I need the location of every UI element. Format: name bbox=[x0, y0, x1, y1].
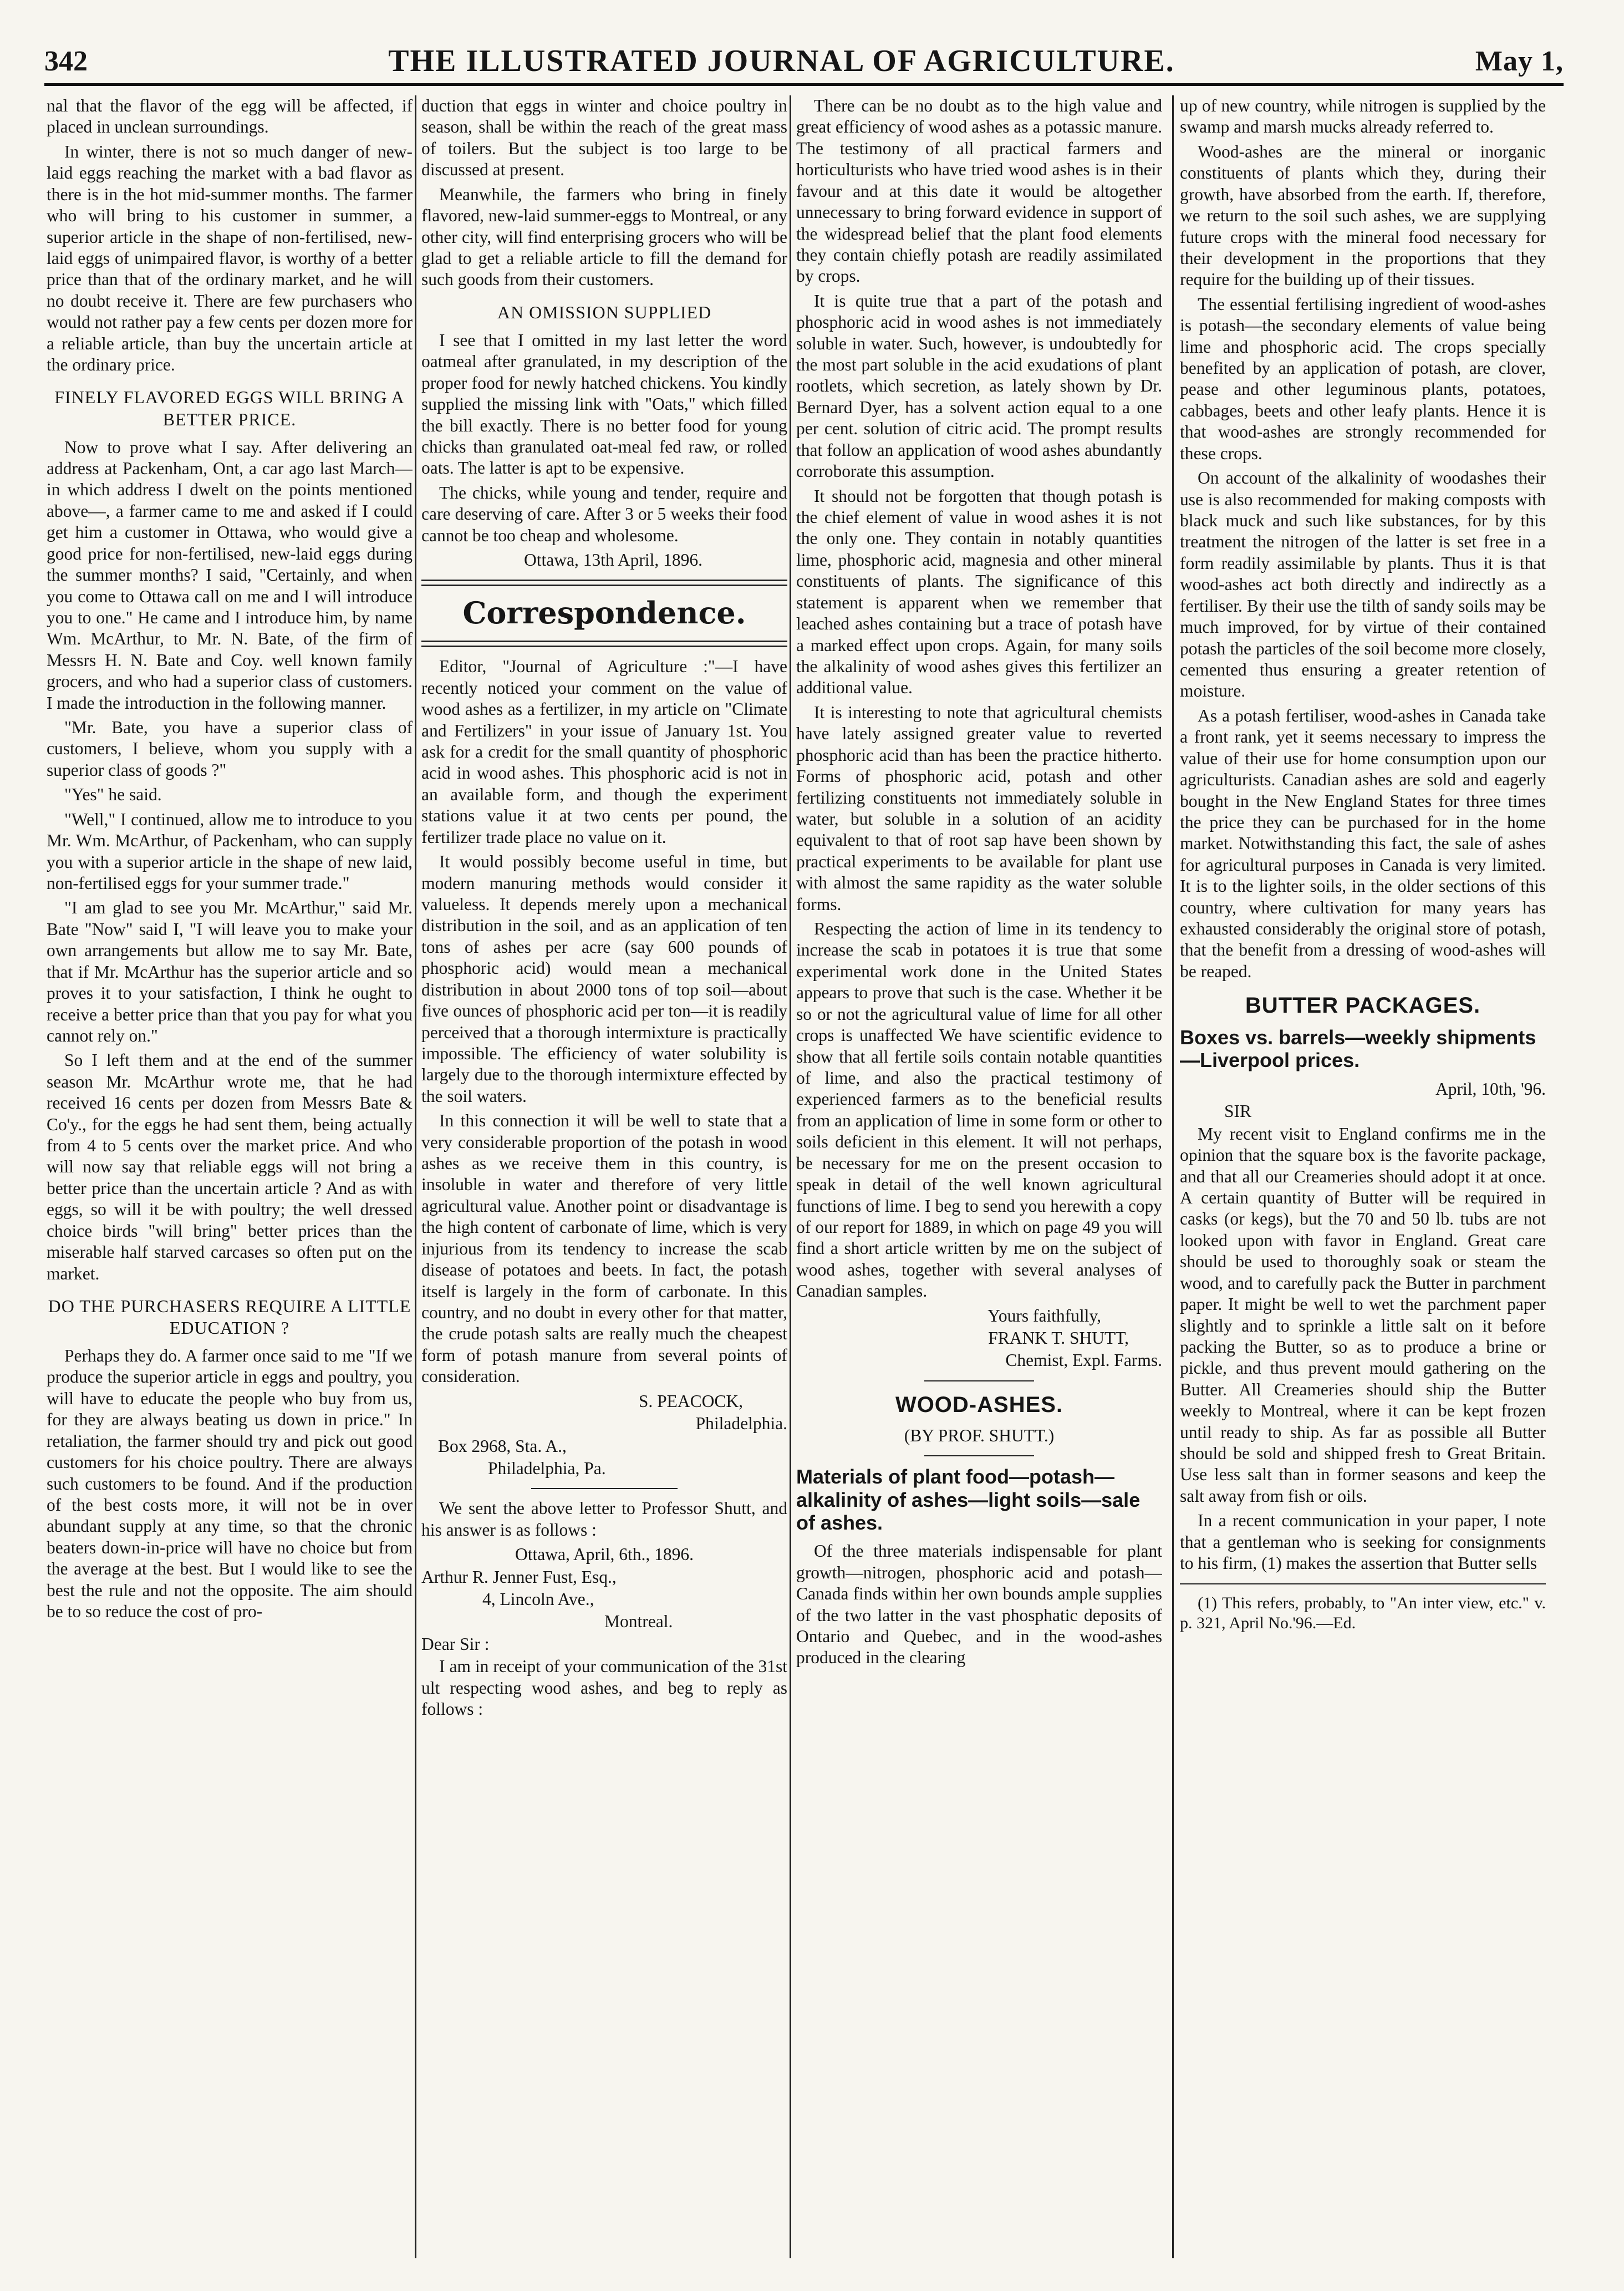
recipient-line: Montreal. bbox=[604, 1612, 673, 1632]
recipient-line: 4, Lincoln Ave., bbox=[482, 1589, 594, 1609]
paragraph: Meanwhile, the farmers who bring in finely flavored, new-laid summer-eggs to Montreal, or any other city, will find enterprising grocers who will be glad to get a reliable article to fill the demand for such goods from their customers. bbox=[421, 184, 787, 289]
paragraph: As a potash fertiliser, wood-ashes in Canada take a front rank, yet it seems necessary to impress the value of their use for home consumption upon our agriculturists. Canadian ashes are sold and eagerly bought in the New England States for three times the price they can be purchased for in the home market. Notwithstanding this fact, the sale of ashes for agricultural purposes in Canada is very limited. It is to the lighter soils, in the older sections of this country, where cultivation for many years has exhausted considerably the original store of potash, that the benefit from a dressing of wood-ashes will be reaped. bbox=[1180, 705, 1546, 981]
column-3 bbox=[796, 95, 1162, 2258]
salutation: SIR bbox=[1224, 1101, 1252, 1121]
double-rule bbox=[421, 641, 787, 647]
paragraph: nal that the flavor of the egg will be affected, if placed in unclean surroundings. bbox=[47, 96, 413, 137]
section-heading: DO THE PURCHASERS REQUIRE A LITTLE EDUCATION ? bbox=[48, 1296, 411, 1338]
column-rule bbox=[415, 95, 416, 2258]
paragraph: Wood-ashes are the mineral or inorganic constituents of plants which they, during their growth, have absorbed from the earth. If, therefore, we return to the soil such ashes, we are supplying future crops with the mineral food necessary for their development in the proportions that they require for the building up of their tissues. bbox=[1180, 141, 1546, 289]
column-rule bbox=[1172, 95, 1174, 2258]
paragraph: "I am glad to see you Mr. McArthur," said Mr. Bate "Now" said I, "I will leave you to make your own arrangements but allow me to say Mr. Bate, that if Mr. McArthur has the superior article and so proves it to your satisfaction, I think he ought to receive a better price than that you pay for what you cannot rely on." bbox=[47, 898, 413, 1045]
column-2 bbox=[421, 95, 787, 2258]
paragraph: Editor, "Journal of Agriculture :"—I have recently noticed your comment on the value of wood ashes as a fertilizer, in my article on "Climate and Fertilizers" in your issue of January 1st. You ask for a credit for the small quantity of phosphoric acid in wood ashes. This phosphoric acid is not in an available form, and though the experiment stations value it at two cents per pound, the fertilizer trade place no value on it. bbox=[421, 657, 787, 847]
byline: (BY PROF. SHUTT.) bbox=[904, 1425, 1055, 1445]
paragraph: "Mr. Bate, you have a superior class of customers, I believe, whom you supply with a superior class of goods ?" bbox=[47, 718, 413, 780]
page-number: 342 bbox=[44, 45, 88, 77]
address-line: Box 2968, Sta. A., bbox=[438, 1436, 567, 1456]
paragraph: The essential fertilising ingredient of wood-ashes is potash—the secondary elements of value being lime and phosphoric acid. The crops specially benefited by an application of potash, are clover, pease and other leguminous plants, potatoes, cabbages, beets and other leafy plants. Hence it is that wood-ashes are strongly recommended for these crops. bbox=[1180, 294, 1546, 463]
paragraph: "Well," I continued, allow me to introduce to you Mr. Wm. McArthur, of Packenham, who can supply you with a superior article in the shape of new laid, non-fertilised eggs for your summer trade." bbox=[47, 809, 413, 893]
closing-line: Yours faithfully, bbox=[987, 1305, 1101, 1325]
signature-name: S. PEACOCK, bbox=[638, 1391, 743, 1411]
paragraph: Of the three materials indispensable for plant growth—nitrogen, phosphoric acid and potash—Canada finds within her own bounds ample supplies of the two latter in the vast phosphatic deposits of Ontario and Quebec, and in the wood-ashes produced in the clearing bbox=[796, 1541, 1162, 1668]
separator-rule bbox=[924, 1455, 1034, 1456]
paragraph: I am in receipt of your communication of the 31st ult respecting wood ashes, and beg to reply as follows : bbox=[421, 1657, 787, 1719]
paragraph: I see that I omitted in my last letter the word oatmeal after granulated, in my description of the proper food for newly hatched chickens. You kindly supplied the missing link with "Oats," which filled the bill exactly. There is no better food for young chicks than granulated oat-meal fed raw, or rolled oats. The latter is apt to be expensive. bbox=[421, 330, 787, 478]
paragraph: It is interesting to note that agricultural chemists have lately assigned greater value to reverted phosphoric acid than has been the practice hitherto. Forms of phosphoric acid, potash and other fertilizing constituents not immediately soluble in water, but soluble in a solution of an acidity equivalent to that of root sap have been shown by practical experiments to be available for plant use with almost the same rapidity as the water soluble forms. bbox=[796, 702, 1162, 914]
paragraph: It is quite true that a part of the potash and phosphoric acid in wood ashes is not immediately soluble in water. Such, however, is undoubtedly for the most part soluble in the acid exudations of plant rootlets, which secretion, as lately shown by Dr. Bernard Dyer, has a solvent action equal to a one per cent. solution of citric acid. The prompt results that follow an application of wood ashes abundantly corroborate this assumption. bbox=[796, 291, 1162, 481]
footnote: (1) This refers, probably, to "An inter view, etc." v. p. 321, April No.'96.—Ed. bbox=[1180, 1593, 1546, 1633]
dateline: April, 10th, '96. bbox=[1435, 1079, 1546, 1099]
signature-place: Philadelphia. bbox=[695, 1414, 787, 1434]
salutation: Dear Sir : bbox=[421, 1634, 490, 1654]
double-rule bbox=[421, 580, 787, 586]
paragraph: We sent the above letter to Professor Shutt, and his answer is as follows : bbox=[421, 1498, 787, 1540]
recipient-line: Arthur R. Jenner Fust, Esq., bbox=[421, 1567, 617, 1587]
column-4 bbox=[1180, 95, 1546, 2258]
article-heading: WOOD-ASHES. bbox=[895, 1392, 1063, 1417]
issue-date: May 1, bbox=[1475, 45, 1564, 77]
article-heading: BUTTER PACKAGES. bbox=[1245, 993, 1481, 1018]
paragraph: In a recent communication in your paper, I note that a gentleman who is seeking for consignments to his firm, (1) makes the assertion that Butter sells bbox=[1180, 1511, 1546, 1573]
article-subheading: Materials of plant food—potash—alkalinity of ashes—light soils—sale of ashes. bbox=[796, 1465, 1141, 1534]
article-subheading: Boxes vs. barrels—weekly shipments—Liverpool prices. bbox=[1180, 1026, 1536, 1072]
closing-title: Chemist, Expl. Farms. bbox=[1005, 1350, 1162, 1370]
paragraph: Perhaps they do. A farmer once said to me "If we produce the superior article in eggs and poultry, you will have to educate the people who buy from us, for they are always beating us down in price." In retaliation, the farmer should try and pick out good customers for his choice poultry. There are always such customers to be found. And if the production of the best costs more, it will not be in over abundant supply at any time, so that the chronic beaters down-in-price will have no choice but from the average at the best. But I would like to see the best the rule and not the opposite. The aim should be to so reduce the cost of pro- bbox=[47, 1346, 413, 1622]
separator-rule bbox=[531, 1488, 678, 1489]
paragraph: "Yes" he said. bbox=[64, 785, 162, 805]
separator-rule bbox=[924, 1380, 1034, 1381]
closing-name: FRANK T. SHUTT, bbox=[988, 1328, 1129, 1348]
dateline: Ottawa, April, 6th., 1896. bbox=[515, 1545, 694, 1564]
paragraph: So I left them and at the end of the summer season Mr. McArthur wrote me, that he had received 16 cents per dozen from Messrs Bate & Co'y., for the eggs he had sent them, being actually from 4 to 5 cents over the market price. And who will now say that reliable eggs will not bring a better price than the uncertain article ? And as with eggs, so will it be with poultry; the well dressed choice birds "will bring" better prices than the miserable half starved carcases so often put on the market. bbox=[47, 1050, 413, 1283]
dateline: Ottawa, 13th April, 1896. bbox=[524, 550, 702, 570]
paragraph: My recent visit to England confirms me in the opinion that the square box is the favorite package, and that all our Creameries should adopt it at once. A certain quantity of Butter will be required in casks (or kegs), but the 70 and 50 lb. tubs are not looked upon with favor in England. Great care should be used to thoroughly soak or steam the wood, and to carefully pack the Butter in parchment paper. It might be well to wet the parchment paper slightly and to sprinkle a little salt on it before packing the Butter, so as to produce a brine or pickle, and thus prevent mould gathering on the Butter. All Creameries should ship the Butter weekly to Montreal, where it can be kept frozen until ready to ship. As far as possible all Butter should be sold and shipped fresh to Great Britain. Use less salt than in former seasons and keep the salt away from fish or oils. bbox=[1180, 1124, 1546, 1506]
footnote-rule bbox=[1180, 1583, 1546, 1584]
paragraph: It would possibly become useful in time, but modern manuring methods would consider it valueless. It depends merely upon a mechanical distribution in the soil, and as an application of ten tons of ashes per acre (say 600 pounds of phosphoric acid) would mean a mechanical distribution in about 2000 tons of top soil—about five ounces of phosphoric acid per ton—it is readily perceived that a thorough intermixture is practically impossible. The efficiency of water solubility is largely due to the thorough intermixture effected by the soil waters. bbox=[421, 852, 787, 1106]
correspondence-heading: Correspondence. bbox=[462, 595, 746, 631]
journal-title: THE ILLUSTRATED JOURNAL OF AGRICULTURE. bbox=[388, 44, 1175, 78]
paragraph: It should not be forgotten that though potash is the chief element of value in wood ashes it is not the only one. They contain in notably quantities lime, phosphoric acid, magnesia and other mineral constituents of plants. The significance of this statement is apparent when we remember that leached ashes containing but a trace of potash have a marked effect upon crops. Again, for many soils the alkalinity of wood ashes gives this fertilizer an additional value. bbox=[796, 486, 1162, 698]
paragraph: Respecting the action of lime in its tendency to increase the scab in potatoes it is true that some experimental work done in the United States appears to prove that such is the case. Whether it be so or not the agricultural value of lime for all other crops is unaffected We have scientific evidence to show that all fertile soils contain notable quantities of lime, and also the practical testimony of experienced farmers as to the beneficial results from an application of lime in some form or other to soils deficient in this element. It will not perhaps, be necessary for me on the present occasion to speak in detail of the well known agricultural functions of lime. I beg to send you herewith a copy of our report for 1889, in which on page 49 you will find a short article written by me on the subject of wood ashes, together with several analyses of Canadian samples. bbox=[796, 919, 1162, 1301]
page-header bbox=[44, 39, 1564, 86]
address-line: Philadelphia, Pa. bbox=[488, 1458, 606, 1478]
section-heading: AN OMISSION SUPPLIED bbox=[497, 302, 712, 322]
paragraph: There can be no doubt as to the high value and great efficiency of wood ashes as a potassic manure. The testimony of all practical farmers and horticulturists who have tried wood ashes is in their favour and at this date it would be altogether unnecessary to bring forward evidence in support of the widespread belief that the plant food elements they contain chiefly potash are readily assimilated by crops. bbox=[796, 96, 1162, 286]
paragraph: up of new country, while nitrogen is supplied by the swamp and marsh mucks already referred to. bbox=[1180, 96, 1546, 137]
paragraph: On account of the alkalinity of woodashes their use is also recommended for making composts with black muck and such like substances, for by this treatment the nitrogen of the latter is set free in a form readily assimilable by plants. Thus it is that wood-ashes act both directly and indirectly as a fertiliser. By their use the tilth of sandy soils may be much improved, for by virtue of their contained potash the particles of the soil become more closely, cemented thus ensuring a greater retention of moisture. bbox=[1180, 468, 1546, 701]
paragraph: duction that eggs in winter and choice poultry in season, shall be within the reach of the great mass of toilers. But the subject is too large to be discussed at present. bbox=[421, 96, 787, 180]
paragraph: In this connection it will be well to state that a very considerable proportion of the potash in wood ashes as we receive them in this country, is insoluble in water and therefore of very little agricultural value. Another point or disadvantage is the high content of carbonate of lime, which is very injurious from its tendency to increase the scab disease of potatoes and beets. In fact, the potash itself is largely in the form of carbonate. In this country, and no doubt in every other for that matter, the crude potash salts are really much the cheapest form of potash manure from several points of consideration. bbox=[421, 1111, 787, 1386]
paragraph: Now to prove what I say. After delivering an address at Packenham, Ont, a car ago last March—in which address I dwelt on the points mentioned above—, a farmer came to me and asked if I could get him a customer in Ottawa, who would give a good price for non-fertilised, new-laid eggs during the summer months? I said, "Certainly, and when you come to Ottawa call on me and I will introduce you to one." He came and I introduce him, by name Wm. McArthur, to Mr. N. Bate, of the firm of Messrs H. N. Bate and Coy. well known family grocers, and who had a superior class of customers. I made the introduction in the following manner. bbox=[47, 437, 413, 713]
paragraph: In winter, there is not so much danger of new-laid eggs reaching the market with a bad flavor as there is in the hot mid-summer months. The farmer who will bring to his customer in summer, a superior article in the shape of non-fertilised, new-laid eggs of unimpaired flavor, is worthy of a better price than that of the ordinary market, and he will no doubt receive it. There are few purchasers who would not rather pay a few cents per dozen more for a reliable article, than buy the uncertain article at the ordinary price. bbox=[47, 141, 413, 375]
column-rule bbox=[790, 95, 791, 2258]
paragraph: The chicks, while young and tender, require and care deserving of care. After 3 or 5 weeks their food cannot be too cheap and wholesome. bbox=[421, 482, 787, 545]
column-1 bbox=[47, 95, 413, 2258]
section-heading: FINELY FLAVORED EGGS WILL BRING A BETTER PRICE. bbox=[54, 387, 405, 429]
